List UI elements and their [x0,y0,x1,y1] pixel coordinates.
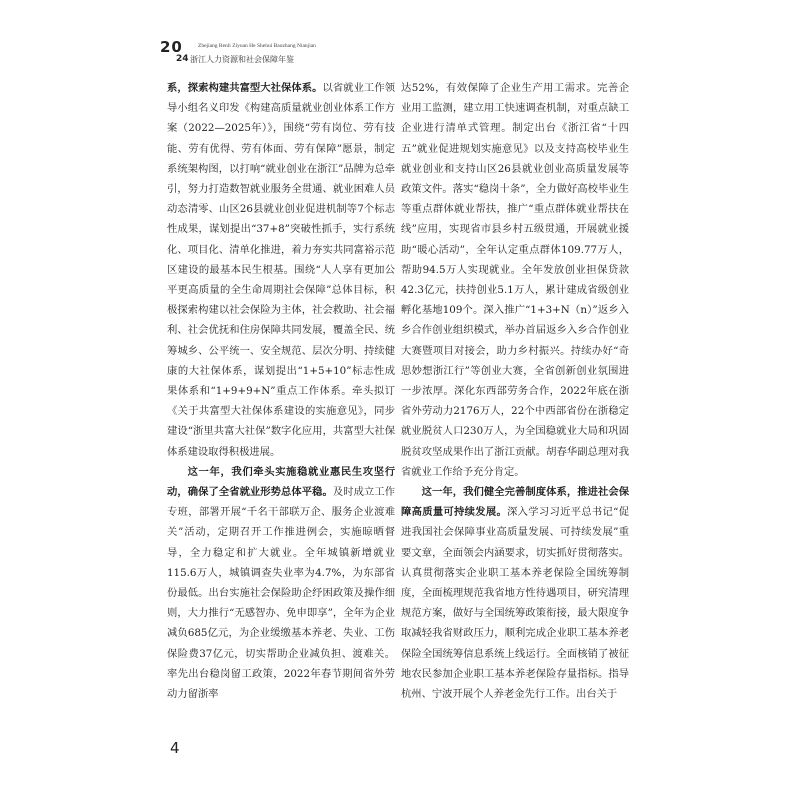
year-top: 20 [160,38,183,56]
right-paragraph-2-body: 深入学习习近平总书记“促进我国社会保障事业高质量发展、可持续发展”重要文章，全面领会内涵要求，切实抓好贯彻落实。认真贯彻落实企业职工基本养老保险全国统筹制度，全面梳理规范我省地方性待遇项目，研究清理规范方案，做好与全国统筹政策衔接，最大限度争取减轻我省财政压力，顺利完成企业职工基本养老保险全国统筹信息系统上线运行。全面核销了被征地农民参加企业职工基本养老保险存量指标。指导杭州、宁波开展个人养老金先行工作。出台关于 [401,506,629,701]
page-number: 4 [170,739,180,757]
left-paragraph-1-body: 以省就业工作领导小组名义印发《构建高质量就业创业体系工作方案（2022—2025年）》，围绕“劳有岗位、劳有技能、劳有优得、劳有体面、劳有保障”愿景，制定系统架构图，以打响“就业创业在浙江”品牌为总牵引，努力打造数智就业服务全贯通、就业困难人员动态清零、山区26县就业创业促进机制等7个标志性成果，谋划提出“37+8”突破性抓手，实行系统化、项目化、清单化推进，着力夯实共同富裕示范区建设的最基本民生根基。围绕“人人享有更加公平更高质量的全生命周期社会保障”总体目标，积极探索构建以社会保险为主体，社会救助、社会福利、社会优抚和住房保障共同发展，覆盖全民、统筹城乡、公平统一、安全规范、层次分明、持续健康的大社保体系，谋划提出“1+5+10”标志性成果体系和“1+9+9+N”重点工作体系。牵头拟订《关于共富型大社保体系建设的实施意见》，同步建设“浙里共富大社保”数字化应用，共富型大社保体系建设取得积极进展。 [167,82,395,458]
running-header [160,40,480,68]
book-title: 浙江人力资源和社会保障年鉴 [190,55,294,64]
left-column [167,78,395,720]
left-paragraph-2 [167,462,395,704]
right-paragraph-1-body: 达52%，有效保障了企业生产用工需求。完善企业用工监测，建立用工快速调查机制，对重点缺工企业进行清单式管理。制定出台《浙江省“十四五”就业促进规划实施意见》以及支持高校毕业生就业创业和支持山区26县就业创业高质量发展等政策文件。落实“稳岗十条”，全力做好高校毕业生等重点群体就业帮扶，推广“重点群体就业帮扶在线”应用，实现省市县乡村五级贯通，开展就业援助“暖心活动”，全年认定重点群体109.77万人，帮助94.5万人实现就业。全年发放创业担保贷款42.3亿元，扶持创业5.1万人，累计建成省级创业孵化基地109个。深入推广“1+3+N（n）”返乡入乡合作创业组织模式，举办首届返乡入乡合作创业大赛暨项目对接会，助力乡村振兴。持续办好“奇思妙想浙江行”等创业大赛，全省创新创业氛围进一步浓厚。深化东西部劳务合作，2022年底在浙省外劳动力2176万人，22个中西部省份在浙稳定就业脱贫人口230万人，为全国稳就业大局和巩固脱贫攻坚成果作出了浙江贡献。胡春华副总理对我省就业工作给予充分肯定。 [401,82,629,478]
left-paragraph-1 [167,78,395,462]
left-paragraph-2-heading: 这一年，我们牵头实施稳就业惠民生攻坚行动，确保了全省就业形势总体平稳。 [167,465,395,499]
right-column [401,78,629,720]
right-paragraph-2 [401,482,629,704]
right-paragraph-2-heading: 这一年，我们健全完善制度体系，推进社会保障高质量可持续发展。 [401,486,629,519]
left-paragraph-1-heading: 系，探索构建共富型大社保体系。 [167,82,323,94]
right-paragraph-1 [401,78,629,482]
left-paragraph-2-body: 及时成立工作专班，部署开展“千名干部联万企、服务企业渡难关”活动，定期召开工作推进例会，实施晾晒督导，全力稳定和扩大就业。全年城镇新增就业115.6万人，城镇调查失业率为4.7%，为东部省份最低。出台实施社会保险助企纾困政策及操作细则，大力推行“无感智办、免申即享”，全年为企业减负685亿元，为企业缓缴基本养老、失业、工伤保险费37亿元，切实帮助企业减负担、渡难关。率先出台稳岗留工政策，2022年春节期间省外劳动力留浙率 [167,486,395,701]
header-pinyin: Zhejiang Renli Ziyuan He Shehui Baozhang Nianjian [198,43,316,49]
year-bottom: 24 [176,54,189,64]
